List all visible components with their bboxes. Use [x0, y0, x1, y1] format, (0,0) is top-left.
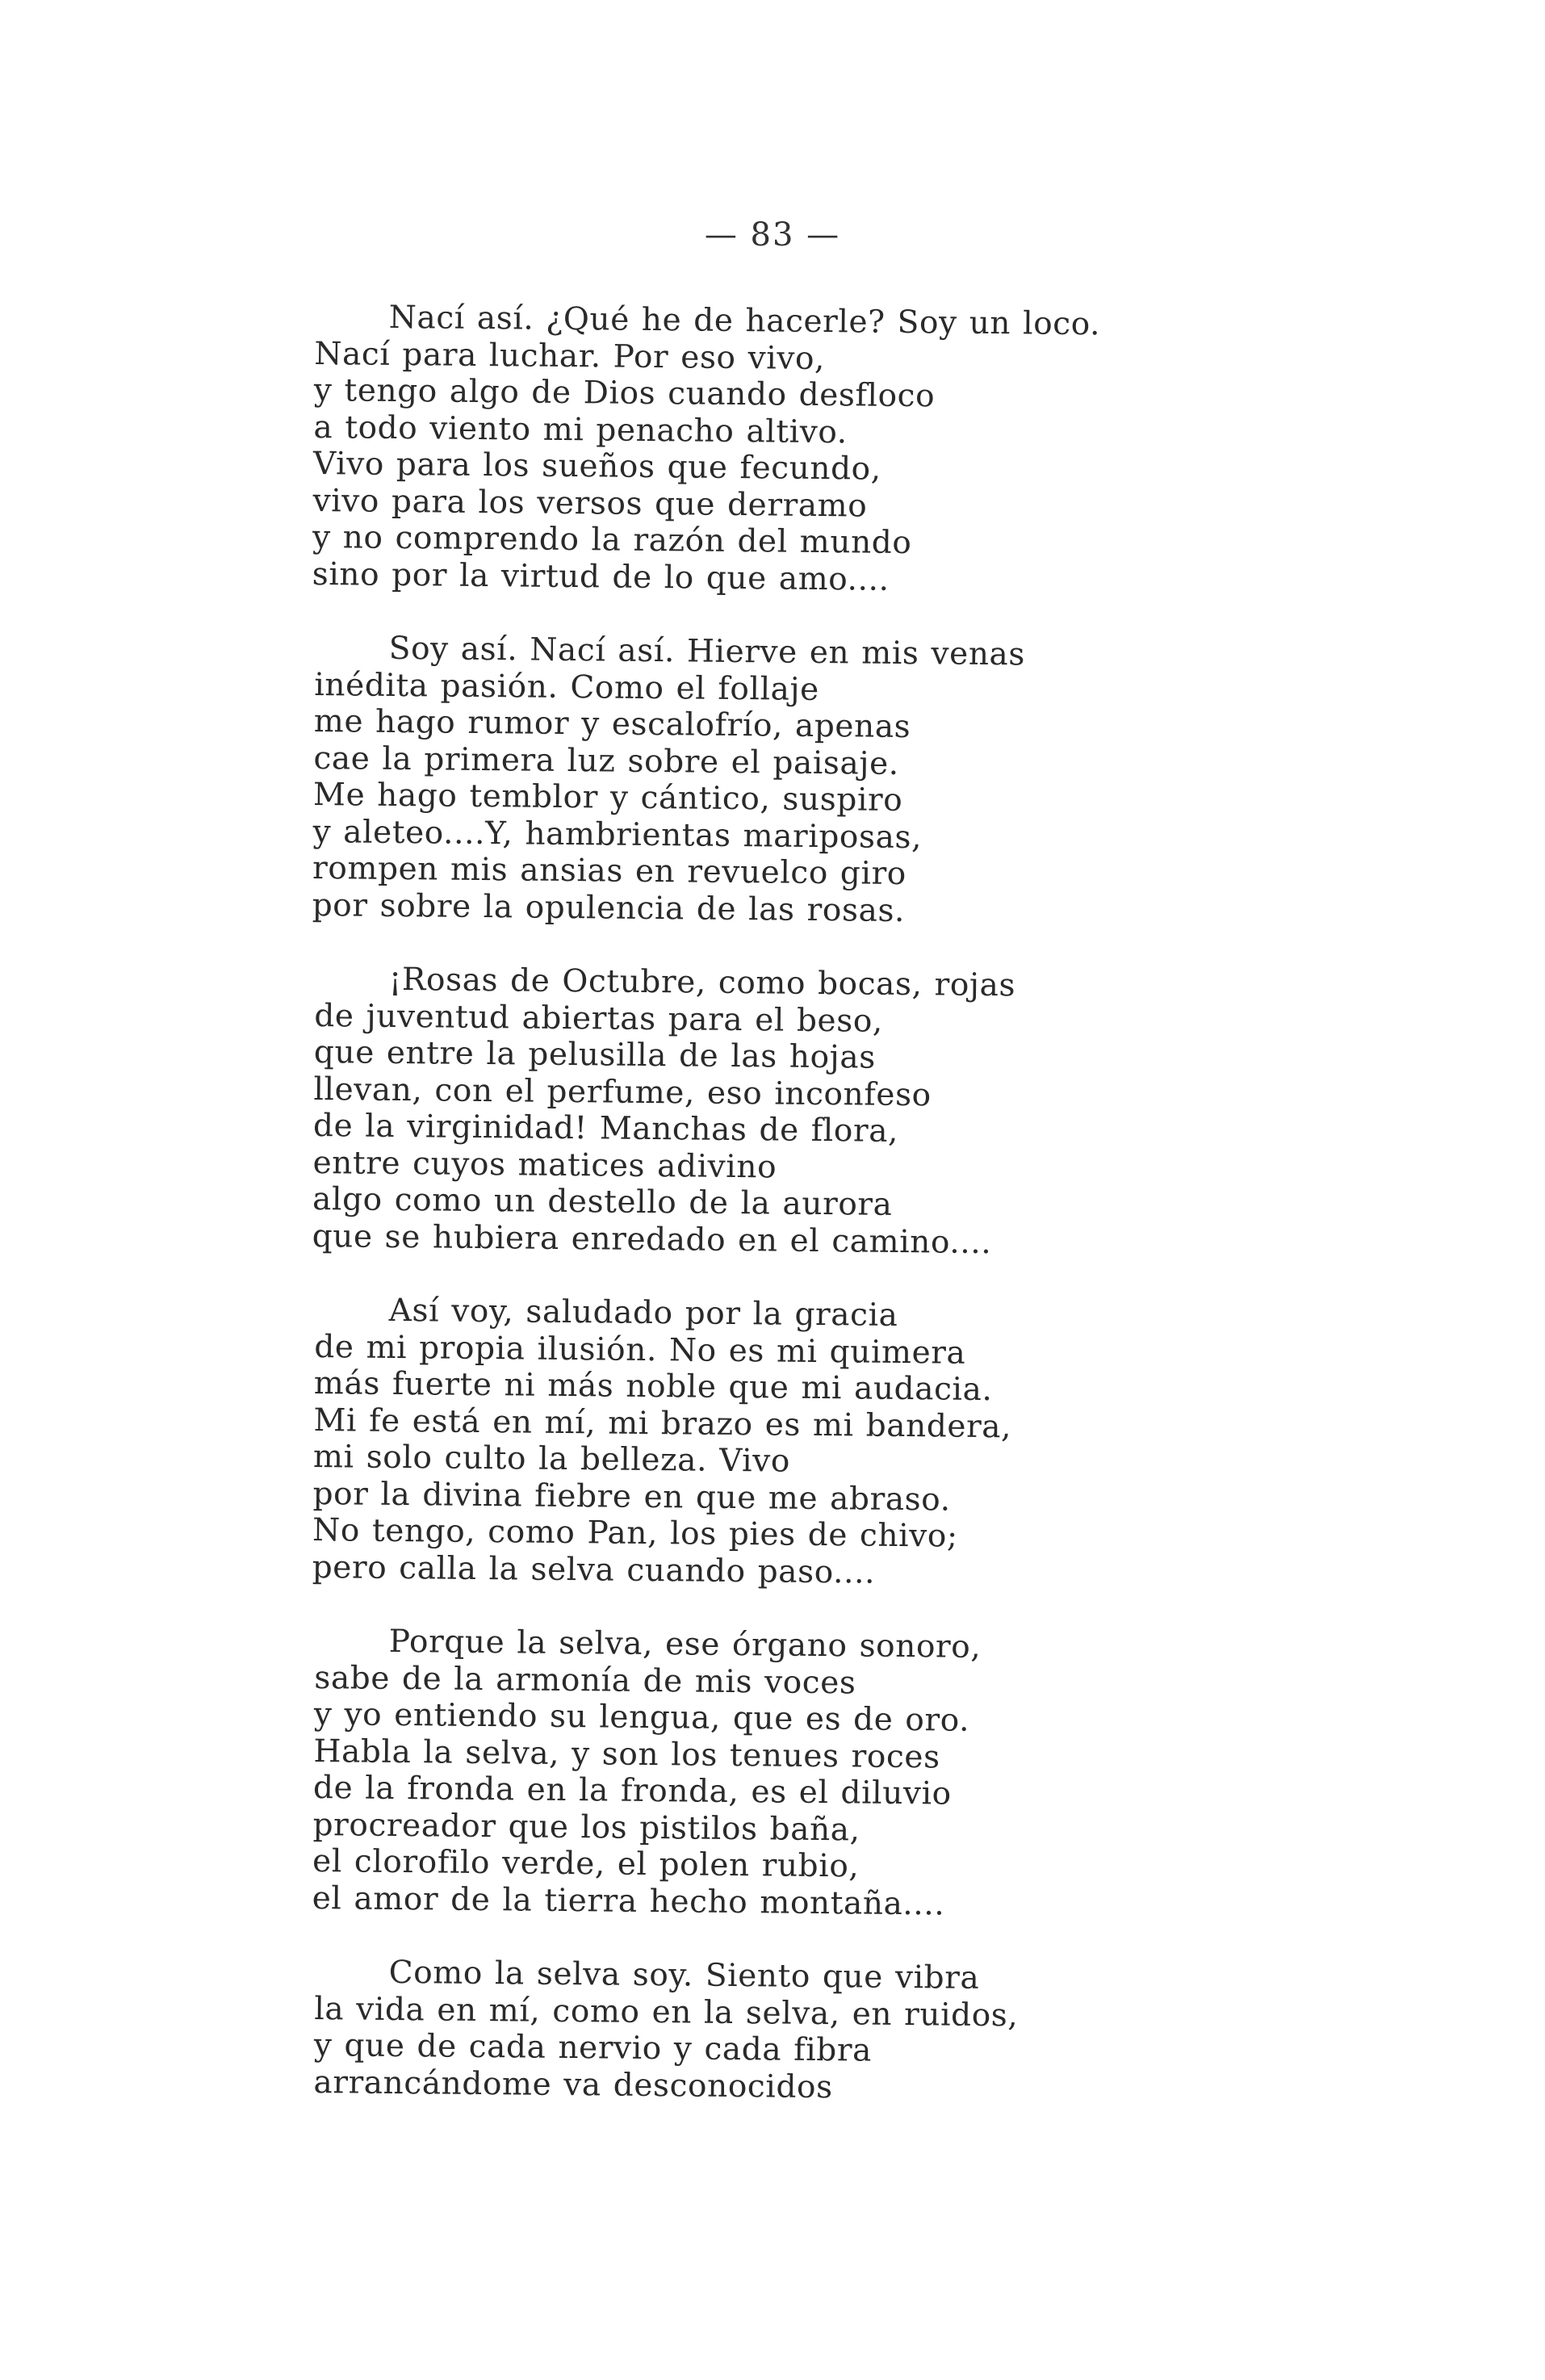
poem-line: ¡Rosas de Octubre, como bocas, rojas: [388, 961, 1016, 1004]
page-number: — 83 —: [704, 216, 841, 254]
poem-line: y aleteo....Y, hambrientas mariposas,: [312, 813, 923, 856]
poem-line: y no comprendo la razón del mundo: [312, 518, 912, 562]
poem-line: Me hago temblor y cántico, suspiro: [312, 776, 903, 819]
poem-line: que entre la pelusilla de las hojas: [313, 1033, 877, 1076]
poem-line: a todo viento mi penacho altivo.: [313, 409, 848, 450]
stanza-5: [312, 1623, 1445, 1927]
poem-line: el clorofilo verde, el polen rubio,: [312, 1842, 860, 1885]
stanza-4: [312, 1292, 1445, 1596]
poem-line: Soy así. Nací así. Hierve en mis venas: [388, 630, 1026, 673]
poem-line: Como la selva soy. Siento que vibra: [388, 1954, 980, 1997]
poem-line: de la virginidad! Manchas de flora,: [312, 1107, 899, 1150]
poem-line: rompen mis ansias en revuelco giro: [312, 849, 907, 893]
poem-line: me hago rumor y escalofrío, apenas: [313, 702, 911, 746]
poem-line: entre cuyos matices adivino: [312, 1144, 777, 1186]
poem-line: Porque la selva, ese órgano sonoro,: [388, 1623, 982, 1666]
poem-line: por sobre la opulencia de las rosas.: [312, 886, 906, 929]
poem-line: No tengo, como Pan, los pies de chivo;: [312, 1511, 958, 1555]
poem-line: más fuerte ni más noble que mi audacia.: [313, 1364, 993, 1409]
poem-line: mi solo culto la belleza. Vivo: [312, 1438, 791, 1480]
poem-line: el amor de la tierra hecho montaña....: [312, 1879, 945, 1923]
poem-line: arrancándome va desconocidos: [313, 2064, 833, 2106]
poem-line: Nací así. ¿Qué he de hacerle? Soy un loco.: [388, 299, 1101, 343]
poem-line: de la fronda en la fronda, es el diluvio: [312, 1769, 952, 1812]
poem-line: sabe de la armonía de mis voces: [314, 1659, 856, 1701]
poem-line: Habla la selva, y son los tenues roces: [313, 1733, 940, 1775]
stanza-1: [312, 299, 1445, 603]
poem-line: por la divina fiebre en que me abraso.: [312, 1475, 951, 1519]
poem-line: sino por la virtud de lo que amo....: [312, 555, 890, 598]
stanza-2: [312, 630, 1445, 934]
poem-line: de juventud abiertas para el beso,: [314, 997, 884, 1040]
stanza-3: [312, 961, 1445, 1265]
poem-line: pero calla la selva cuando paso....: [312, 1548, 876, 1591]
poem-line: y que de cada nervio y cada fibra: [313, 2026, 873, 2069]
stanza-6: [313, 1954, 1445, 2111]
poem-line: la vida en mí, como en la selva, en ruidos,: [314, 1990, 1019, 2034]
poem-line: Vivo para los sueños que fecundo,: [312, 445, 881, 488]
poem-line: llevan, con el perfume, eso inconfeso: [313, 1071, 932, 1113]
poem-line: cae la primera luz sobre el paisaje.: [313, 740, 899, 782]
poem-line: de mi propia ilusión. No es mi quimera: [314, 1328, 966, 1372]
poem-line: Nací para luchar. Por eso vivo,: [314, 335, 826, 377]
poem-body: [312, 299, 1445, 2138]
poem-line: Mi fe está en mí, mi brazo es mi bandera,: [313, 1402, 1012, 1445]
poem-line: y tengo algo de Dios cuando desfloco: [313, 371, 936, 415]
poem-line: procreador que los pistilos baña,: [312, 1806, 860, 1848]
poem-line: que se hubiera enredado en el camino....: [312, 1217, 992, 1261]
poem-line: Así voy, saludado por la gracia: [388, 1292, 898, 1334]
poem-line: inédita pasión. Como el follaje: [314, 666, 820, 708]
poem-line: algo como un destello de la aurora: [312, 1180, 893, 1223]
poem-line: vivo para los versos que derramo: [312, 482, 868, 525]
poem-line: y yo entiendo su lengua, que es de oro.: [313, 1695, 970, 1739]
